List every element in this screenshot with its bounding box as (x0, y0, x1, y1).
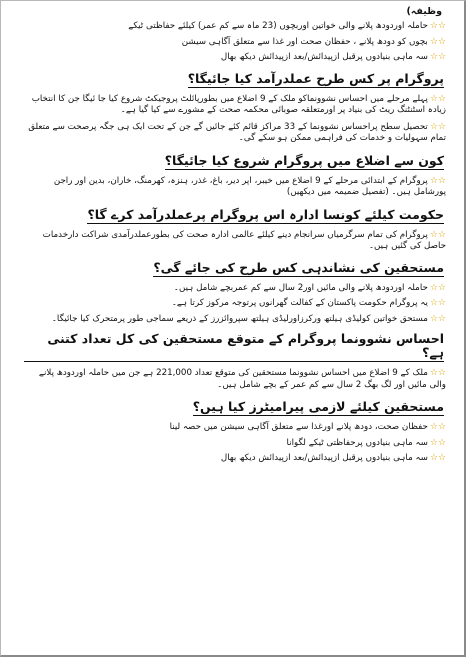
section-districts (24, 150, 446, 199)
list-item: ☆☆پہلے مرحلے میں احساس نشوونماکو ملک کے 9 اضلاع میں بطورپائلٹ پروجیکٹ شروع کیا جا ئیگا جن کا انتخاب زیادہ اسٹنٹنگ ریٹ کی بنیاد پر اورمتعلقہ صوبائی محکمہ صحت کے مشورے سے کیا گیا ہے۔ (31, 93, 446, 115)
list-item: ☆☆بچوں کو دودھ پلانے ، حفظان صحت اور غذا سے متعلق آگاہی سیشن (181, 36, 446, 47)
list-item: ☆☆حاملہ اوردودھ پلانے والی مائیں اور2 سال سے کم عمربچے شامل ہیں۔ (173, 282, 446, 293)
list-item: ☆☆پروگرام کے ابتدائی مرحلے کے 9 اضلاع میں خیبر، اپر دیر، باغ، غذر، ہنزہ، کھرمنگ، خاران، بدین اور راجن پورشامل ہیں۔ (تفصیل ضمیمہ میں دیکھیں) (53, 175, 446, 197)
list-item: ☆☆سہ ماہی بنیادوں پرقبل ازپیدائش/بعد ازپیدائش دیکھ بھال (220, 52, 446, 62)
star-icon: ☆☆ (429, 52, 446, 62)
list-item: ☆☆یہ پروگرام حکومت پاکستان کے کفالت گھرانوں پرتوجہ مرکوز کرتا ہے۔ (171, 298, 446, 308)
list-item: ☆☆تحصیل سطح پراحساس نشوونما کے 33 مراکز قائم کئے جائیں گے جن کے تحت ایک ہی جگہ پرصحت سے متعلق تمام سہولیات و خدمات کی فراہمی ممکن ہو سکے گی۔ (28, 121, 446, 143)
section-heading: مستحقین کی نشاندہی کس طرح کی جائے گی؟ (153, 259, 444, 275)
star-icon: ☆☆ (429, 313, 446, 324)
star-icon: ☆☆ (429, 36, 446, 47)
star-icon: ☆☆ (429, 437, 446, 448)
list-item: ☆☆سہ ماہی بنیادوں پرحفاظتی ٹیکے لگوانا (286, 437, 446, 448)
list-item: ☆☆ملک کے 9 اضلاع میں احساس نشوونما مستحقین کی متوقع تعداد 221,000 ہے جن میں حاملہ اوردودھ پلانے والی مائیں اور لگ بھگ 2 سال سے کم عمر کے بچے شامل ہیں۔ (38, 368, 446, 390)
star-icon: ☆☆ (429, 282, 446, 293)
star-icon: ☆☆ (429, 21, 446, 31)
list-item: ☆☆حاملہ اوردودھ پلانے والی خواتین اوربچوں (23 ماہ سے کم عمر) کیلئے حفاظتی ٹیکے (128, 21, 446, 31)
section-heading: حکومت کیلئے کونسا ادارہ اس پروگرام پرعملدرآمد کرے گا؟ (87, 206, 444, 222)
star-icon: ☆☆ (429, 229, 446, 240)
star-icon: ☆☆ (429, 175, 446, 186)
list-item: ☆☆سہ ماہی بنیادوں پرقبل ازپیدائش/بعد ازپیدائش دیکھ بھال (220, 453, 446, 463)
section-heading: کون سے اضلاع میں پروگرام شروع کیا جائیگا؟ (164, 152, 444, 168)
star-icon: ☆☆ (429, 298, 446, 308)
section-heading: پروگرام پر کس طرح عملدرآمد کیا جائیگا؟ (187, 70, 444, 86)
section-organization (24, 204, 446, 253)
section-services (24, 21, 446, 64)
star-icon: ☆☆ (429, 453, 446, 463)
star-icon: ☆☆ (429, 121, 446, 132)
section-beneficiary-count (24, 329, 446, 391)
section-implementation (24, 68, 446, 145)
list-item: ☆☆مستحق خواتین کولیڈی ہیلتھ ورکرزاورلیڈی ہیلتھ سپروائزرز کے ذریعے سماجی طور پرمتحرک کیا جائیگا۔ (51, 313, 446, 324)
document-content (24, 6, 446, 653)
star-icon: ☆☆ (429, 368, 446, 378)
star-icon: ☆☆ (429, 93, 446, 104)
list-item: ☆☆حفظان صحت، دودھ پلانے اورغذا سے متعلق آگاہی سیشن میں حصہ لینا (169, 422, 446, 432)
section-heading: مستحقین کیلئے لازمی پیرامیٹرز کیا ہیں؟ (192, 399, 444, 414)
section-parameters (24, 396, 446, 465)
intro-fragment: وظیفہ) (406, 6, 442, 17)
star-icon: ☆☆ (429, 422, 446, 432)
section-identification (24, 257, 446, 326)
list-item: ☆☆پروگرام کی تمام سرگرمیاں سرانجام دینے کیلئے عالمی ادارہ صحت کی بطورعملدرآمدی شراکت دارخدمات حاصل کی گئیں ہیں۔ (42, 229, 446, 251)
section-heading: احساس نشوونما پروگرام کے متوقع مستحقین کی کل تعداد کتنی ہے؟ (24, 332, 444, 362)
